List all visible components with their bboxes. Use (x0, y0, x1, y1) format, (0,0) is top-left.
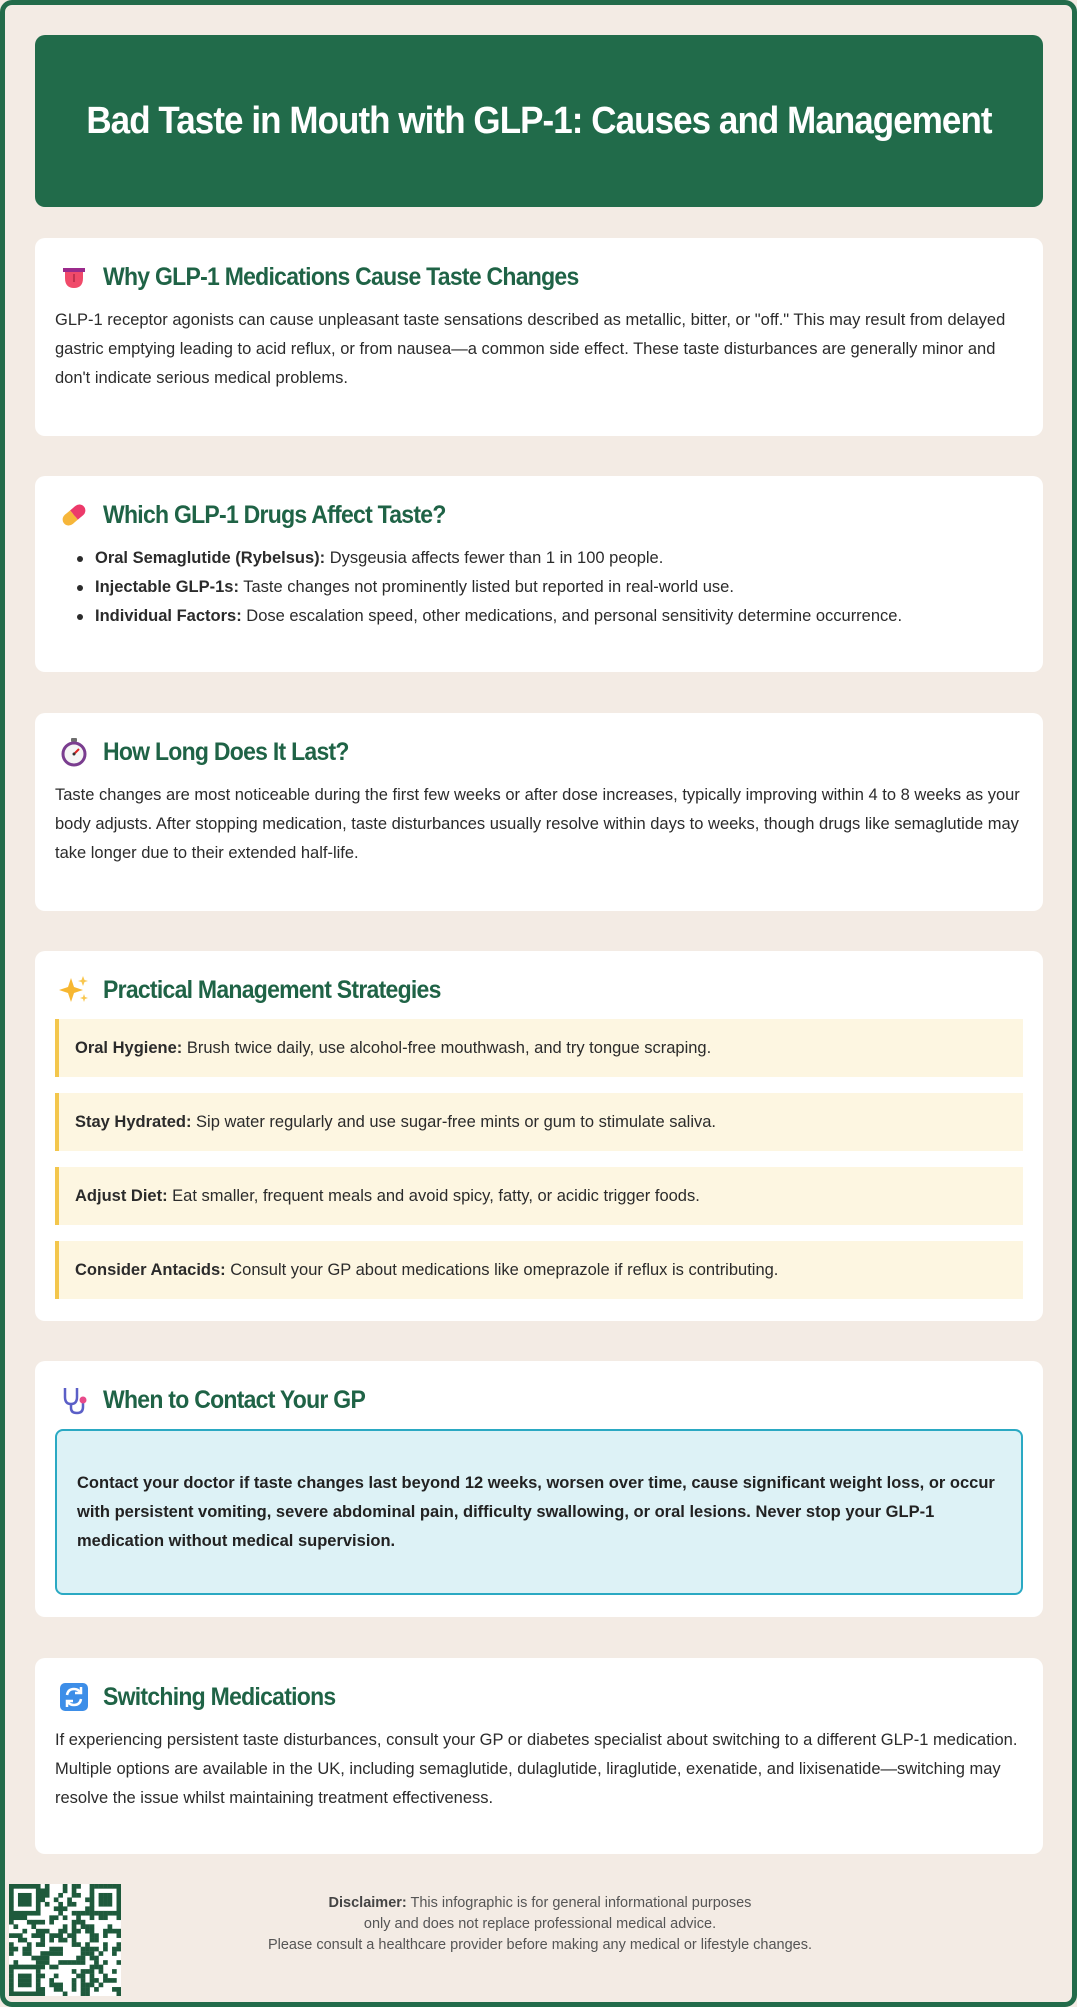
section-drugs (35, 476, 1043, 672)
section-title: Switching Medications (103, 1682, 336, 1711)
section-title: When to Contact Your GP (103, 1385, 366, 1414)
switch-arrows-icon (57, 1680, 91, 1714)
section-body: Taste changes are most noticeable during the first few weeks or after dose increases, typically improving within 4 to 8 weeks as your body adjusts. After stopping medication, taste disturbances usually resolve within days to weeks, though drugs like semaglutide may take longer due to their extended half-life. (55, 786, 1020, 862)
qr-code (9, 1884, 121, 1996)
disclaimer: Disclaimer: This infographic is for general informational purposes only and does not replace professional medical advice. Please consult a healthcare provider before making any medical or lifestyle changes. (267, 1895, 813, 1953)
section-duration (35, 713, 1043, 911)
tongue-icon (57, 260, 91, 294)
section-title: Why GLP-1 Medications Cause Taste Changes (103, 262, 579, 291)
strategy-item: Oral Hygiene: Brush twice daily, use alcohol-free mouthwash, and try tongue scraping. (55, 1019, 1023, 1077)
warning-callout: Contact your doctor if taste changes last beyond 12 weeks, worsen over time, cause significant weight loss, or occur with persistent vomiting, severe abdominal pain, difficulty swallowing, or oral lesions. Never stop your GLP-1 medication without medical supervision. (55, 1429, 1023, 1595)
section-body: GLP-1 receptor agonists can cause unpleasant taste sensations described as metallic, bitter, or "off." This may result from delayed gastric emptying leading to acid reflux, or from nausea—a common side effect. These taste disturbances are generally minor and don't indicate serious medical problems. (55, 311, 1006, 387)
section-body: If experiencing persistent taste disturbances, consult your GP or diabetes specialist about switching to a different GLP-1 medication. Multiple options are available in the UK, including semaglutide, dulaglutide, liraglutide, exenatide, and lixisenatide—switching may resolve the issue whilst maintaining treatment effectiveness. (55, 1731, 1018, 1807)
pill-icon (57, 498, 91, 532)
section-contact (35, 1361, 1043, 1617)
section-why (35, 238, 1043, 436)
section-title: How Long Does It Last? (103, 737, 349, 766)
page-title: Bad Taste in Mouth with GLP-1: Causes and Management (86, 99, 992, 142)
sparkles-icon (57, 973, 91, 1007)
section-title: Practical Management Strategies (103, 975, 441, 1004)
section-strategies (35, 951, 1043, 1321)
list-item: Injectable GLP-1s: Taste changes not prominently listed but reported in real-world use. (73, 573, 1023, 602)
strategy-item: Consider Antacids: Consult your GP about medications like omeprazole if reflux is contributing. (55, 1241, 1023, 1299)
strategy-item: Stay Hydrated: Sip water regularly and use sugar-free mints or gum to stimulate saliva. (55, 1093, 1023, 1151)
stopwatch-icon (57, 735, 91, 769)
list-item: Individual Factors: Dose escalation speed, other medications, and personal sensitivity determine occurrence. (73, 602, 1023, 631)
stethoscope-icon (57, 1383, 91, 1417)
page-header (35, 35, 1043, 207)
drug-list (73, 544, 1023, 631)
section-switching (35, 1658, 1043, 1854)
list-item: Oral Semaglutide (Rybelsus): Dysgeusia affects fewer than 1 in 100 people. (73, 544, 1023, 573)
section-title: Which GLP-1 Drugs Affect Taste? (103, 500, 446, 529)
strategy-item: Adjust Diet: Eat smaller, frequent meals and avoid spicy, fatty, or acidic trigger foods. (55, 1167, 1023, 1225)
